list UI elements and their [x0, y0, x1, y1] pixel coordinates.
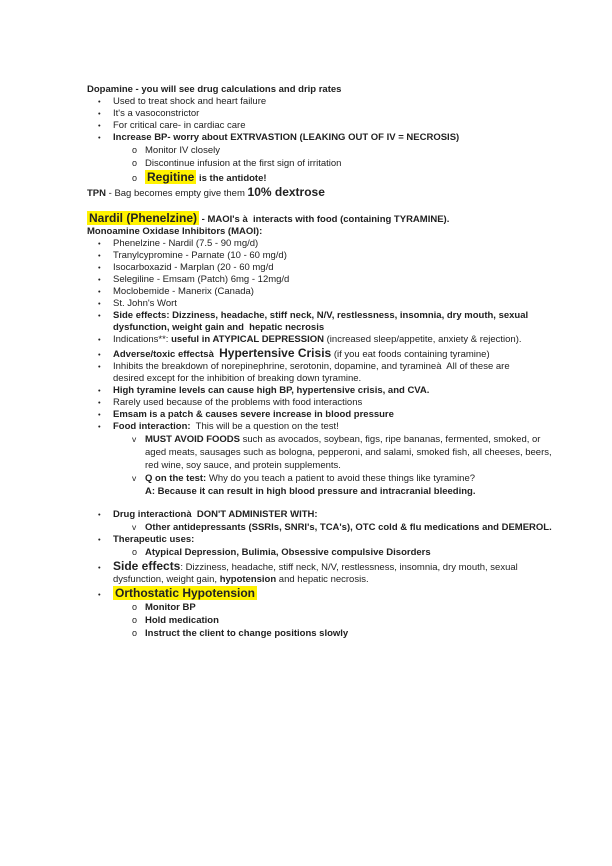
- text-segment: A: Because it can result in high blood pressure and intracranial bleeding.: [145, 486, 476, 497]
- dot-bullet-icon: •: [98, 109, 101, 118]
- doc-line: [87, 144, 602, 157]
- dot-bullet-icon: •: [98, 239, 101, 248]
- line-text: [145, 628, 348, 640]
- line-text: [113, 409, 394, 421]
- line-text: [87, 226, 262, 238]
- circle-bullet-icon: o: [132, 602, 138, 612]
- dot-bullet-icon: •: [98, 362, 101, 371]
- text-segment: Inhibits the breakdown of norepinephrine, serotonin, dopamine, and tyramineà All of these are: [113, 361, 510, 372]
- text-segment: Increase BP- worry about EXTRVASTION (LEAKING OUT OF IV = NECROSIS): [113, 132, 460, 143]
- doc-line: [87, 361, 602, 373]
- line-text: [113, 96, 266, 108]
- text-segment: Rarely used because of the problems with food interactions: [113, 397, 363, 408]
- dot-bullet-icon: •: [98, 251, 101, 260]
- doc-line: [87, 211, 602, 226]
- line-text: [145, 158, 341, 170]
- text-segment: and hepatic necrosis.: [276, 574, 369, 585]
- doc-line: [87, 601, 602, 614]
- text-segment: desired except for the inhibition of breaking down tyramine.: [113, 373, 362, 384]
- doc-line: [87, 459, 602, 472]
- circle-bullet-icon: o: [132, 173, 138, 183]
- line-text: [113, 262, 274, 274]
- text-segment: is the antidote!: [196, 173, 267, 184]
- text-segment: St. John's Wort: [113, 298, 177, 309]
- dot-bullet-icon: •: [98, 510, 101, 519]
- line-text: [145, 434, 540, 446]
- doc-line: [87, 546, 602, 559]
- doc-line: [87, 397, 602, 409]
- v-bullet-icon: v: [132, 522, 137, 532]
- text-segment: Hold medication: [145, 615, 219, 626]
- text-segment: : Dizziness, headache, stiff neck, N/V, restlessness, insomnia, dry mouth, sexual: [180, 562, 518, 573]
- text-segment: Tranylcypromine - Parnate (10 - 60 mg/d): [113, 250, 287, 261]
- line-text: [113, 322, 324, 334]
- text-segment: Monitor BP: [145, 602, 196, 613]
- doc-line: [87, 521, 602, 534]
- line-text: [145, 602, 196, 614]
- text-segment: Hypertensive Crisis: [219, 346, 332, 360]
- doc-line: [87, 157, 602, 170]
- line-text: [113, 334, 522, 346]
- text-segment: MUST AVOID FOODS: [145, 434, 240, 445]
- line-text: [145, 145, 220, 157]
- doc-line: [87, 373, 602, 385]
- blank-line: [87, 200, 602, 211]
- doc-line: [87, 262, 602, 274]
- text-segment: Why do you teach a patient to avoid these things like tyramine?: [206, 473, 476, 484]
- dot-bullet-icon: •: [98, 299, 101, 308]
- doc-line: [87, 574, 602, 586]
- text-segment: (if you eat foods containing tyramine): [331, 349, 490, 360]
- notes-document: [87, 84, 602, 640]
- doc-line: [87, 485, 602, 498]
- text-segment: (increased sleep/appetite, anxiety & rejection).: [326, 334, 522, 345]
- text-segment: Therapeutic uses:: [113, 534, 195, 545]
- highlighted-text-segment: Regitine: [147, 170, 195, 184]
- dot-bullet-icon: •: [98, 287, 101, 296]
- line-text: [113, 361, 510, 373]
- line-text: [113, 132, 459, 144]
- dot-bullet-icon: •: [98, 563, 101, 572]
- doc-line: [87, 84, 602, 96]
- circle-bullet-icon: o: [132, 547, 138, 557]
- line-text: [87, 84, 341, 96]
- doc-line: [87, 534, 602, 546]
- doc-line: [87, 614, 602, 627]
- text-segment: such as avocados, soybean, figs, ripe bananas, fermented, smoked, or: [240, 434, 541, 445]
- v-bullet-icon: v: [132, 473, 137, 483]
- text-segment: For critical care- in cardiac care: [113, 120, 246, 131]
- doc-line: [87, 385, 602, 397]
- text-segment: Indications**:: [113, 334, 172, 345]
- text-segment: High tyramine levels can cause high BP, hypertensive crisis, and CVA.: [113, 385, 430, 396]
- line-text: [113, 346, 490, 361]
- dot-bullet-icon: •: [98, 386, 101, 395]
- doc-line: [87, 310, 602, 322]
- line-text: [145, 547, 431, 559]
- dot-bullet-icon: •: [98, 263, 101, 272]
- text-segment: Discontinue infusion at the first sign of irritation: [145, 158, 342, 169]
- text-segment: Emsam is a patch & causes severe increase in blood pressure: [113, 409, 394, 420]
- circle-bullet-icon: o: [132, 158, 138, 168]
- doc-line: [87, 96, 602, 108]
- circle-bullet-icon: o: [132, 628, 138, 638]
- line-text: [145, 170, 267, 185]
- line-text: [145, 615, 219, 627]
- dot-bullet-icon: •: [98, 121, 101, 130]
- line-text: [113, 534, 194, 546]
- dot-bullet-icon: •: [98, 350, 101, 359]
- line-text: [145, 447, 552, 459]
- doc-line: [87, 185, 602, 200]
- line-text: [113, 238, 258, 250]
- text-segment: This will be a question on the test!: [190, 421, 339, 432]
- text-segment: Side effects: [113, 559, 181, 573]
- highlighted-text-segment: Nardil (Phenelzine): [89, 211, 198, 225]
- doc-line: [87, 274, 602, 286]
- doc-line: [87, 298, 602, 310]
- v-bullet-icon: v: [132, 434, 137, 444]
- doc-line: [87, 238, 602, 250]
- text-segment: red wine, soy sauce, and protein supplements.: [145, 460, 341, 471]
- text-segment: Q on the test:: [145, 473, 207, 484]
- dot-bullet-icon: •: [98, 133, 101, 142]
- text-segment: Dopamine - you will see drug calculations and drip rates: [87, 84, 342, 95]
- text-segment: - MAOI's à interacts with food (containing TYRAMINE).: [199, 214, 450, 225]
- doc-line: [87, 472, 602, 485]
- dot-bullet-icon: •: [98, 335, 101, 344]
- text-segment: Moclobemide - Manerix (Canada): [113, 286, 254, 297]
- text-segment: Monoamine Oxidase Inhibitors (MAOI):: [87, 226, 263, 237]
- line-text: [113, 274, 289, 286]
- doc-line: [87, 108, 602, 120]
- doc-line: [87, 346, 602, 361]
- doc-line: [87, 250, 602, 262]
- doc-line: [87, 586, 602, 601]
- highlighted-text-segment: Orthostatic Hypotension: [115, 586, 256, 600]
- text-segment: hypotension: [219, 574, 277, 585]
- text-segment: 10% dextrose: [247, 185, 325, 199]
- line-text: [113, 586, 257, 601]
- text-segment: - Bag becomes empty give them: [106, 188, 248, 199]
- doc-line: [87, 170, 602, 185]
- line-text: [113, 385, 429, 397]
- dot-bullet-icon: •: [98, 535, 101, 544]
- blank-line: [87, 498, 602, 509]
- line-text: [113, 108, 199, 120]
- line-text: [113, 421, 339, 433]
- line-text: [145, 486, 475, 498]
- dot-bullet-icon: •: [98, 410, 101, 419]
- line-text: [113, 298, 177, 310]
- dot-bullet-icon: •: [98, 275, 101, 284]
- doc-line: [87, 433, 602, 446]
- text-segment: Other antidepressants (SSRIs, SNRI's, TCA's), OTC cold & flu medications and DEMEROL.: [145, 522, 552, 533]
- line-text: [113, 286, 254, 298]
- dot-bullet-icon: •: [98, 590, 101, 599]
- doc-line: [87, 421, 602, 433]
- doc-line: [87, 446, 602, 459]
- doc-line: [87, 627, 602, 640]
- doc-line: [87, 226, 602, 238]
- line-text: [145, 473, 475, 485]
- doc-line: [87, 132, 602, 144]
- text-segment: Side effects: Dizziness, headache, stiff neck, N/V, restlessness, insomnia, dry mouth, sexual: [113, 310, 529, 321]
- dot-bullet-icon: •: [98, 398, 101, 407]
- line-text: [113, 250, 287, 262]
- doc-line: [87, 322, 602, 334]
- line-text: [113, 120, 246, 132]
- line-text: [113, 310, 528, 322]
- doc-line: [87, 409, 602, 421]
- line-text: [113, 559, 518, 574]
- text-segment: aged meats, sausages such as bologna, pepperoni, and salami, smoked fish, all cheeses, beers,: [145, 447, 552, 458]
- line-text: [113, 397, 362, 409]
- text-segment: useful in ATYPICAL DEPRESSION: [171, 334, 327, 345]
- text-segment: Adverse/toxic effectsà: [113, 349, 220, 360]
- text-segment: dysfunction, weight gain,: [113, 574, 220, 585]
- text-segment: Drug interactionà DON'T ADMINISTER WITH:: [113, 509, 318, 520]
- circle-bullet-icon: o: [132, 615, 138, 625]
- circle-bullet-icon: o: [132, 145, 138, 155]
- dot-bullet-icon: •: [98, 311, 101, 320]
- line-text: [87, 211, 449, 226]
- text-segment: Instruct the client to change positions slowly: [145, 628, 349, 639]
- line-text: [87, 185, 325, 200]
- text-segment: TPN: [87, 188, 106, 199]
- line-text: [145, 522, 552, 534]
- line-text: [113, 509, 318, 521]
- dot-bullet-icon: •: [98, 97, 101, 106]
- line-text: [113, 574, 369, 586]
- text-segment: Isocarboxazid - Marplan (20 - 60 mg/d: [113, 262, 274, 273]
- text-segment: Phenelzine - Nardil (7.5 - 90 mg/d): [113, 238, 259, 249]
- line-text: [145, 460, 341, 472]
- doc-line: [87, 509, 602, 521]
- text-segment: Used to treat shock and heart failure: [113, 96, 267, 107]
- text-segment: Monitor IV closely: [145, 145, 220, 156]
- text-segment: Food interaction:: [113, 421, 191, 432]
- text-segment: Selegiline - Emsam (Patch) 6mg - 12mg/d: [113, 274, 290, 285]
- doc-line: [87, 559, 602, 574]
- dot-bullet-icon: •: [98, 422, 101, 431]
- line-text: [113, 373, 361, 385]
- doc-line: [87, 120, 602, 132]
- doc-line: [87, 286, 602, 298]
- doc-line: [87, 334, 602, 346]
- text-segment: Atypical Depression, Bulimia, Obsessive compulsive Disorders: [145, 547, 431, 558]
- text-segment: dysfunction, weight gain and hepatic necrosis: [113, 322, 325, 333]
- text-segment: It's a vasoconstrictor: [113, 108, 200, 119]
